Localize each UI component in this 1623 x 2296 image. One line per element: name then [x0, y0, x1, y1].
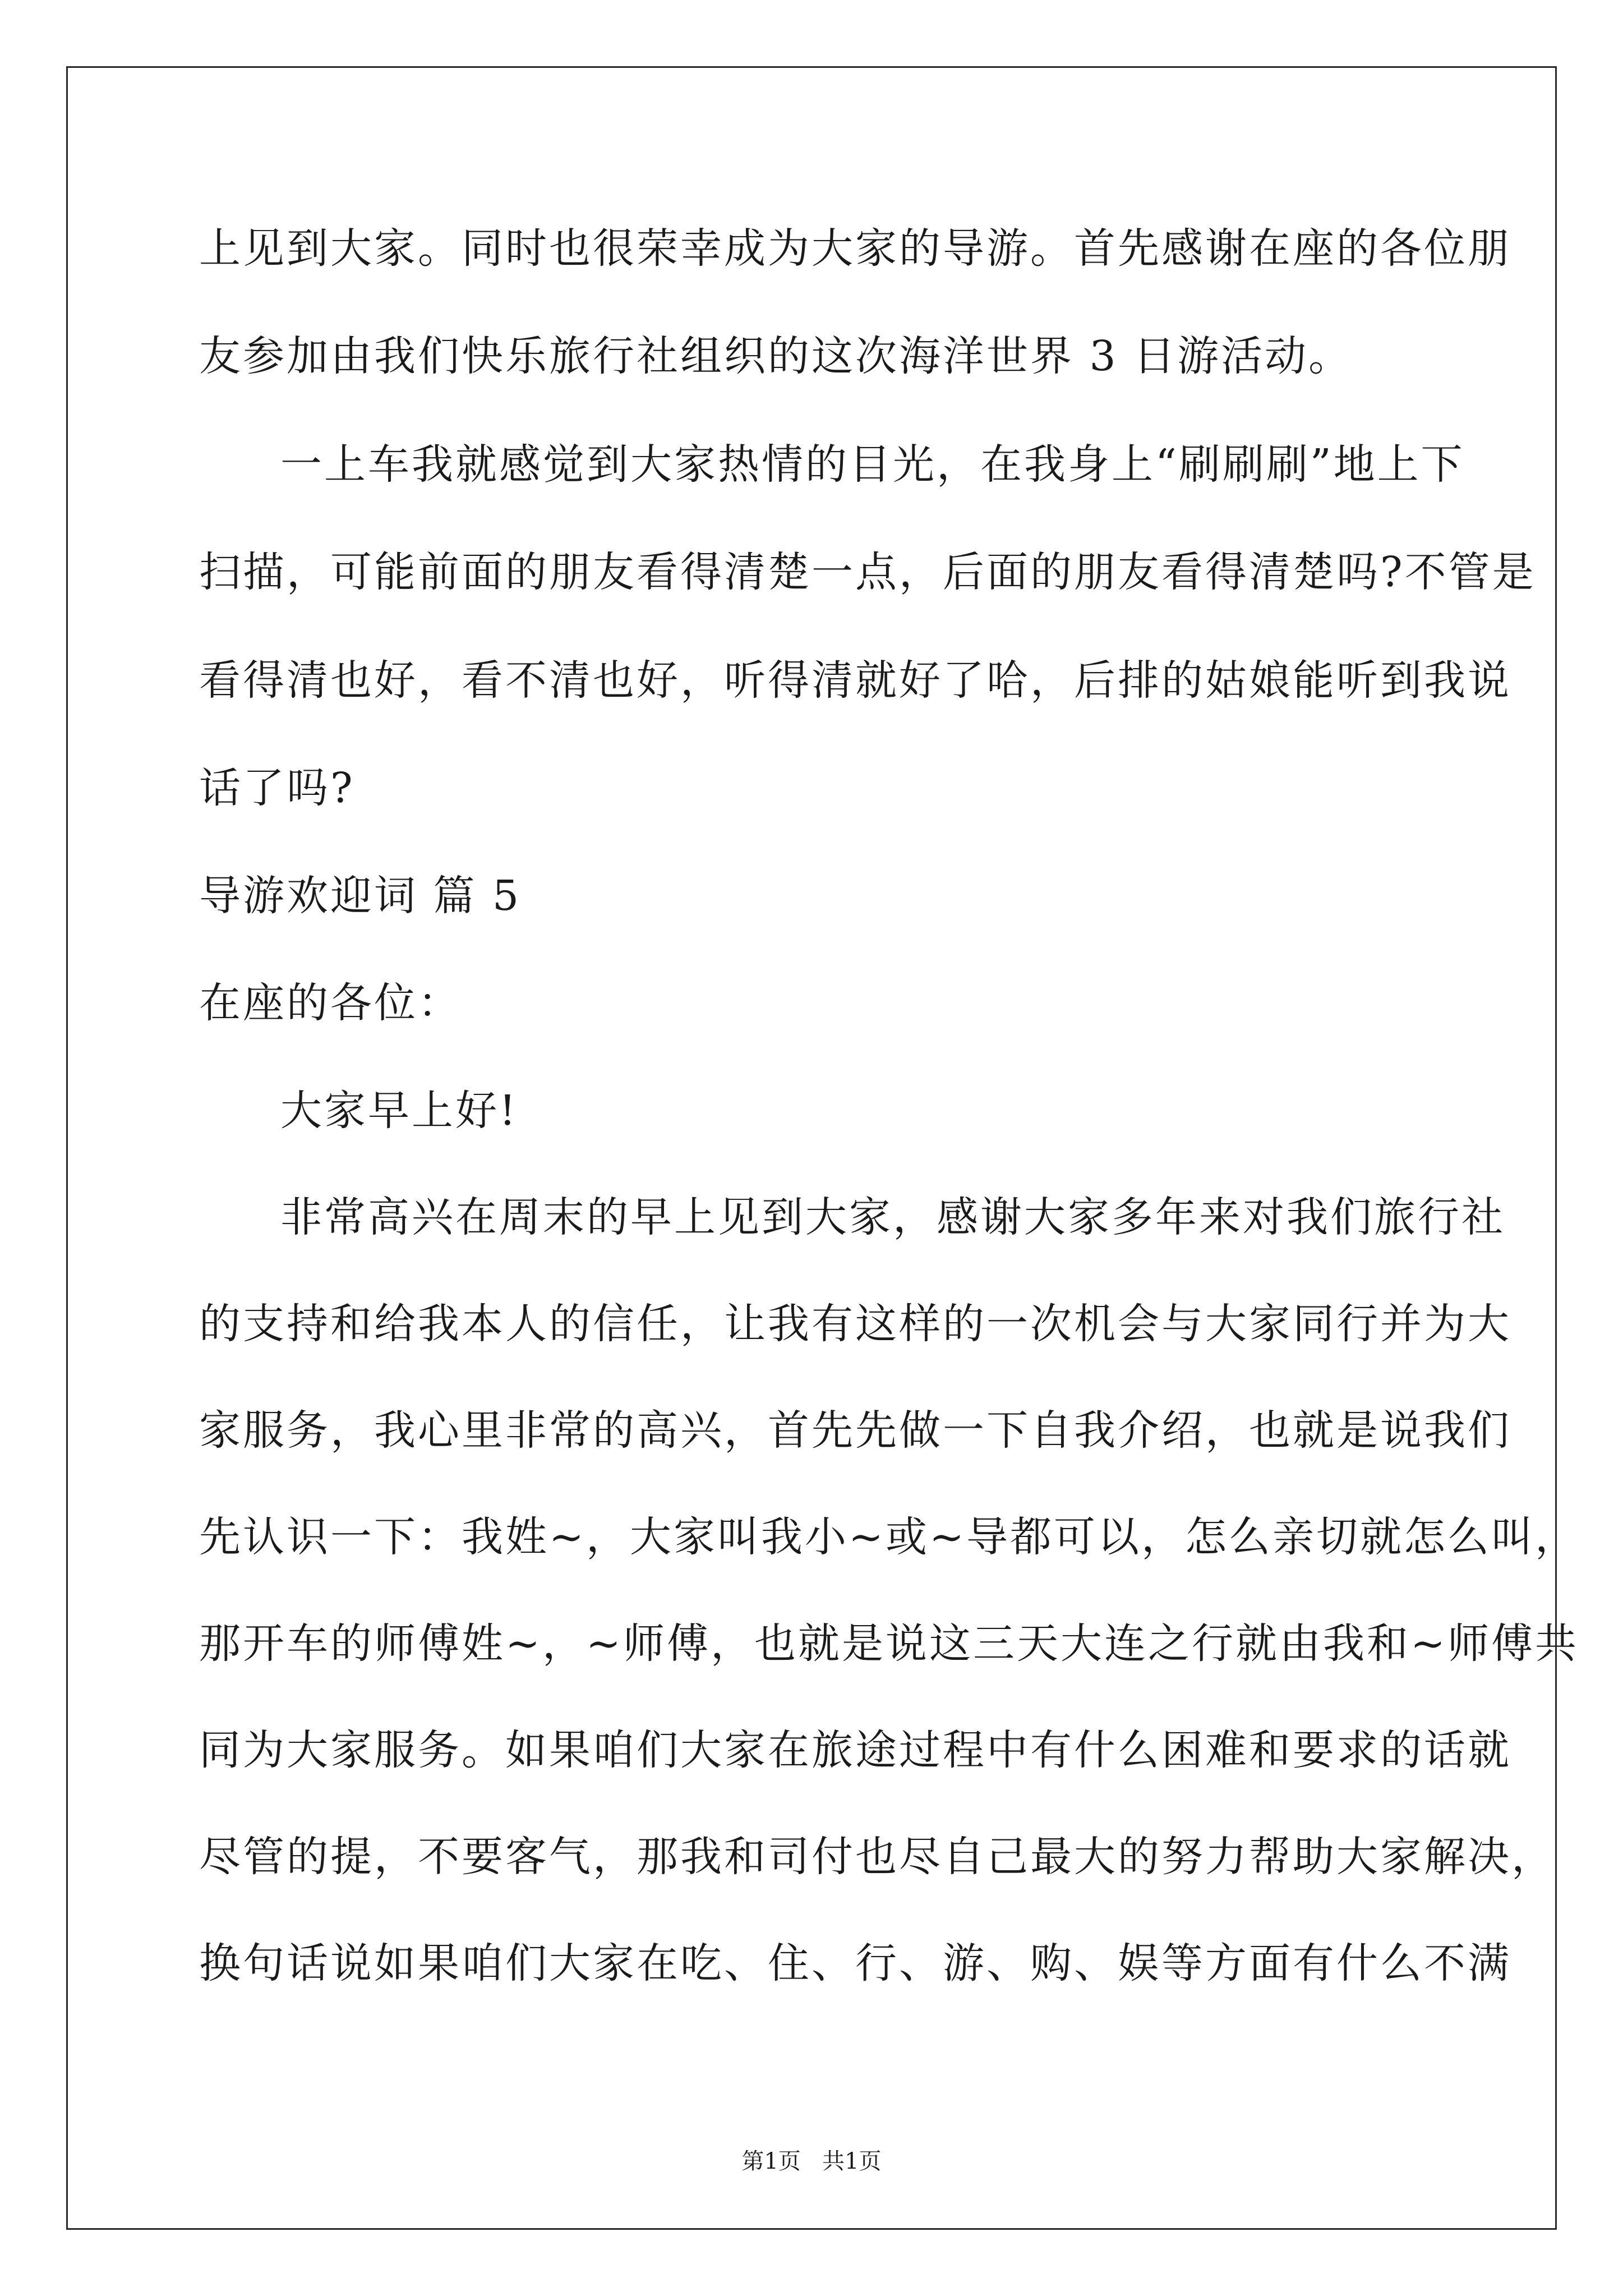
text-line-2: 友参加由我们快乐旅行社组织的这次海洋世界 3 日游活动。: [199, 332, 1353, 380]
text-line-1: 上见到大家。同时也很荣幸成为大家的导游。首先感谢在座的各位朋: [199, 224, 1511, 273]
section-heading: 导游欢迎词 篇 5: [199, 872, 522, 920]
text-line-3: 一上车我就感觉到大家热情的目光，在我身上“刷刷刷”地上下: [280, 440, 1465, 489]
text-line-12: 家服务，我心里非常的高兴，首先先做一下自我介绍，也就是说我们: [199, 1406, 1511, 1455]
text-line-6: 话了吗?: [199, 764, 355, 812]
text-line-13: 先认识一下：我姓~，大家叫我小~或~导都可以，怎么亲切就怎么叫，: [199, 1513, 1579, 1561]
text-line-10: 非常高兴在周末的早上见到大家，感谢大家多年来对我们旅行社: [280, 1193, 1505, 1241]
salutation: 在座的各位：: [199, 979, 462, 1027]
text-line-14: 那开车的师傅姓~，~师傅，也就是说这三天大连之行就由我和~师傅共: [199, 1619, 1579, 1668]
page-border: [66, 66, 1557, 2230]
page-footer: 第1页 共1页: [741, 2148, 882, 2174]
text-line-11: 的支持和给我本人的信任，让我有这样的一次机会与大家同行并为大: [199, 1300, 1511, 1348]
text-line-16: 尽管的提，不要客气，那我和司付也尽自己最大的努力帮助大家解决，: [199, 1833, 1555, 1881]
text-line-5: 看得清也好，看不清也好，听得清就好了哈，后排的姑娘能听到我说: [199, 656, 1511, 705]
text-line-17: 换句话说如果咱们大家在吃、住、行、游、购、娱等方面有什么不满: [199, 1939, 1511, 1987]
text-line-4: 扫描，可能前面的朋友看得清楚一点，后面的朋友看得清楚吗?不管是: [199, 548, 1536, 596]
text-line-15: 同为大家服务。如果咱们大家在旅途过程中有什么困难和要求的话就: [199, 1726, 1511, 1774]
greeting: 大家早上好!: [280, 1087, 518, 1135]
